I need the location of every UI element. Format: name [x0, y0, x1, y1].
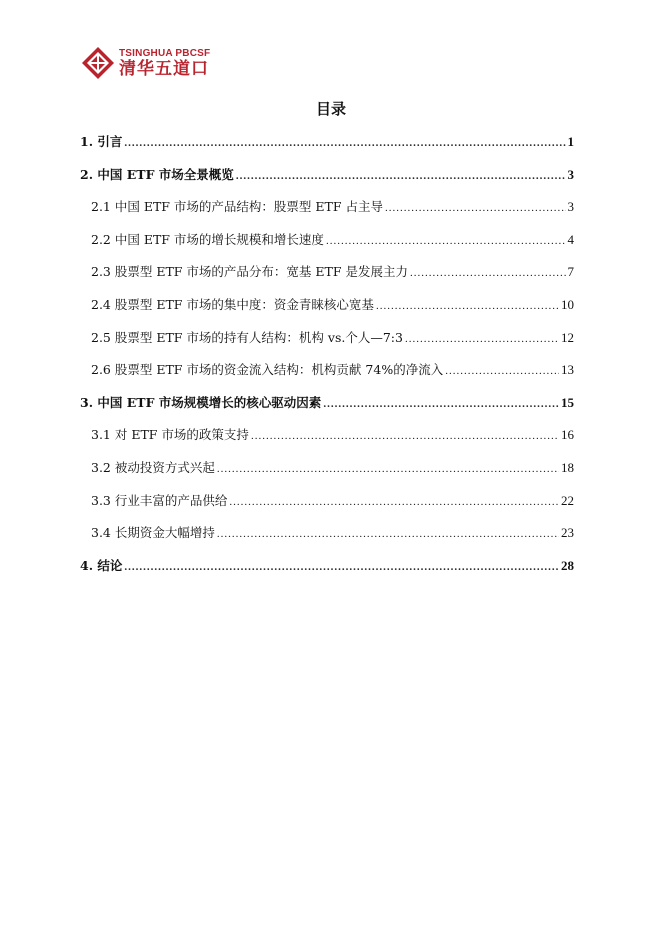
toc-dot-leader	[410, 267, 565, 279]
toc-entry[interactable]	[80, 165, 574, 183]
toc-dot-leader	[124, 137, 565, 149]
toc-entry-page: 12	[561, 329, 574, 345]
toc-entry-page: 23	[561, 525, 574, 541]
toc-entry[interactable]	[91, 523, 574, 541]
toc-entry-label: 2.2 中国 ETF 市场的增长规模和增长速度	[91, 231, 324, 247]
toc-entry-page: 7	[567, 264, 574, 280]
toc-entry[interactable]	[91, 197, 574, 215]
toc-dot-leader	[236, 170, 566, 182]
tsinghua-pbcsf-logo-icon	[81, 46, 115, 80]
brand-logo	[81, 46, 210, 80]
logo-chinese: 清华五道口	[119, 58, 209, 79]
toc-entry-page: 1	[567, 134, 574, 149]
toc-entry[interactable]	[80, 556, 574, 574]
toc-dot-leader	[445, 365, 559, 377]
toc-dot-leader	[376, 300, 559, 312]
toc-dot-leader	[385, 202, 565, 214]
toc-entry[interactable]	[91, 262, 574, 280]
toc-entry-label: 3.1 对 ETF 市场的政策支持	[91, 427, 249, 443]
toc-entry-label: 3.4 长期资金大幅增持	[91, 525, 215, 541]
toc-entry[interactable]	[91, 360, 574, 378]
toc-entry[interactable]	[91, 295, 574, 313]
toc-entry[interactable]	[91, 230, 574, 248]
toc-entry-label: 2.3 股票型 ETF 市场的产品分布：宽基 ETF 是发展主力	[91, 264, 409, 280]
toc-entry-label: 2.1 中国 ETF 市场的产品结构：股票型 ETF 占主导	[91, 199, 384, 215]
toc-entry-page: 13	[561, 362, 574, 378]
toc-dot-leader	[323, 398, 559, 410]
toc-entry[interactable]	[91, 425, 574, 443]
toc-dot-leader	[326, 235, 566, 247]
toc-entry-label: 1. 引言	[80, 134, 123, 149]
logo-english: TSINGHUA PBCSF	[119, 47, 211, 59]
toc-dot-leader	[124, 561, 559, 573]
toc-entry-label: 3. 中国 ETF 市场规模增长的核心驱动因素	[80, 394, 322, 410]
toc-entry-label: 3.3 行业丰富的产品供给	[91, 492, 228, 508]
toc-entry-page: 3	[567, 166, 574, 182]
toc-title: 目录	[315, 100, 346, 118]
toc-entry-label: 2.6 股票型 ETF 市场的资金流入结构：机构贡献 74%的净流入	[91, 362, 444, 378]
toc-entry-page: 3	[567, 199, 574, 215]
toc-dot-leader	[405, 333, 559, 345]
toc-entry-page: 16	[561, 427, 574, 443]
toc-entry-page: 4	[567, 231, 574, 247]
toc-dot-leader	[217, 463, 559, 475]
toc-entry[interactable]	[80, 132, 574, 150]
toc-entry-label: 2.4 股票型 ETF 市场的集中度：资金青睐核心宽基	[91, 297, 374, 312]
toc-entry-page: 18	[561, 460, 574, 475]
toc-entry-label: 3.2 被动投资方式兴起	[91, 460, 215, 475]
toc-entry-label: 2. 中国 ETF 市场全景概览	[80, 166, 234, 182]
toc-entry-page: 28	[561, 557, 574, 573]
toc-entry-page: 10	[561, 297, 574, 312]
toc-entry-page: 15	[561, 394, 574, 410]
toc-dot-leader	[251, 430, 559, 442]
toc-entry[interactable]	[91, 328, 574, 346]
toc-entry-label: 4. 结论	[80, 557, 123, 573]
toc-dot-leader	[217, 528, 559, 540]
toc-entry-page: 22	[561, 492, 574, 508]
toc-entry[interactable]	[91, 458, 574, 476]
toc-entry[interactable]	[91, 491, 574, 509]
toc-entry[interactable]	[80, 393, 574, 411]
toc-dot-leader	[229, 496, 559, 508]
toc-entry-label: 2.5 股票型 ETF 市场的持有人结构：机构 vs.个人—7:3	[91, 329, 403, 345]
